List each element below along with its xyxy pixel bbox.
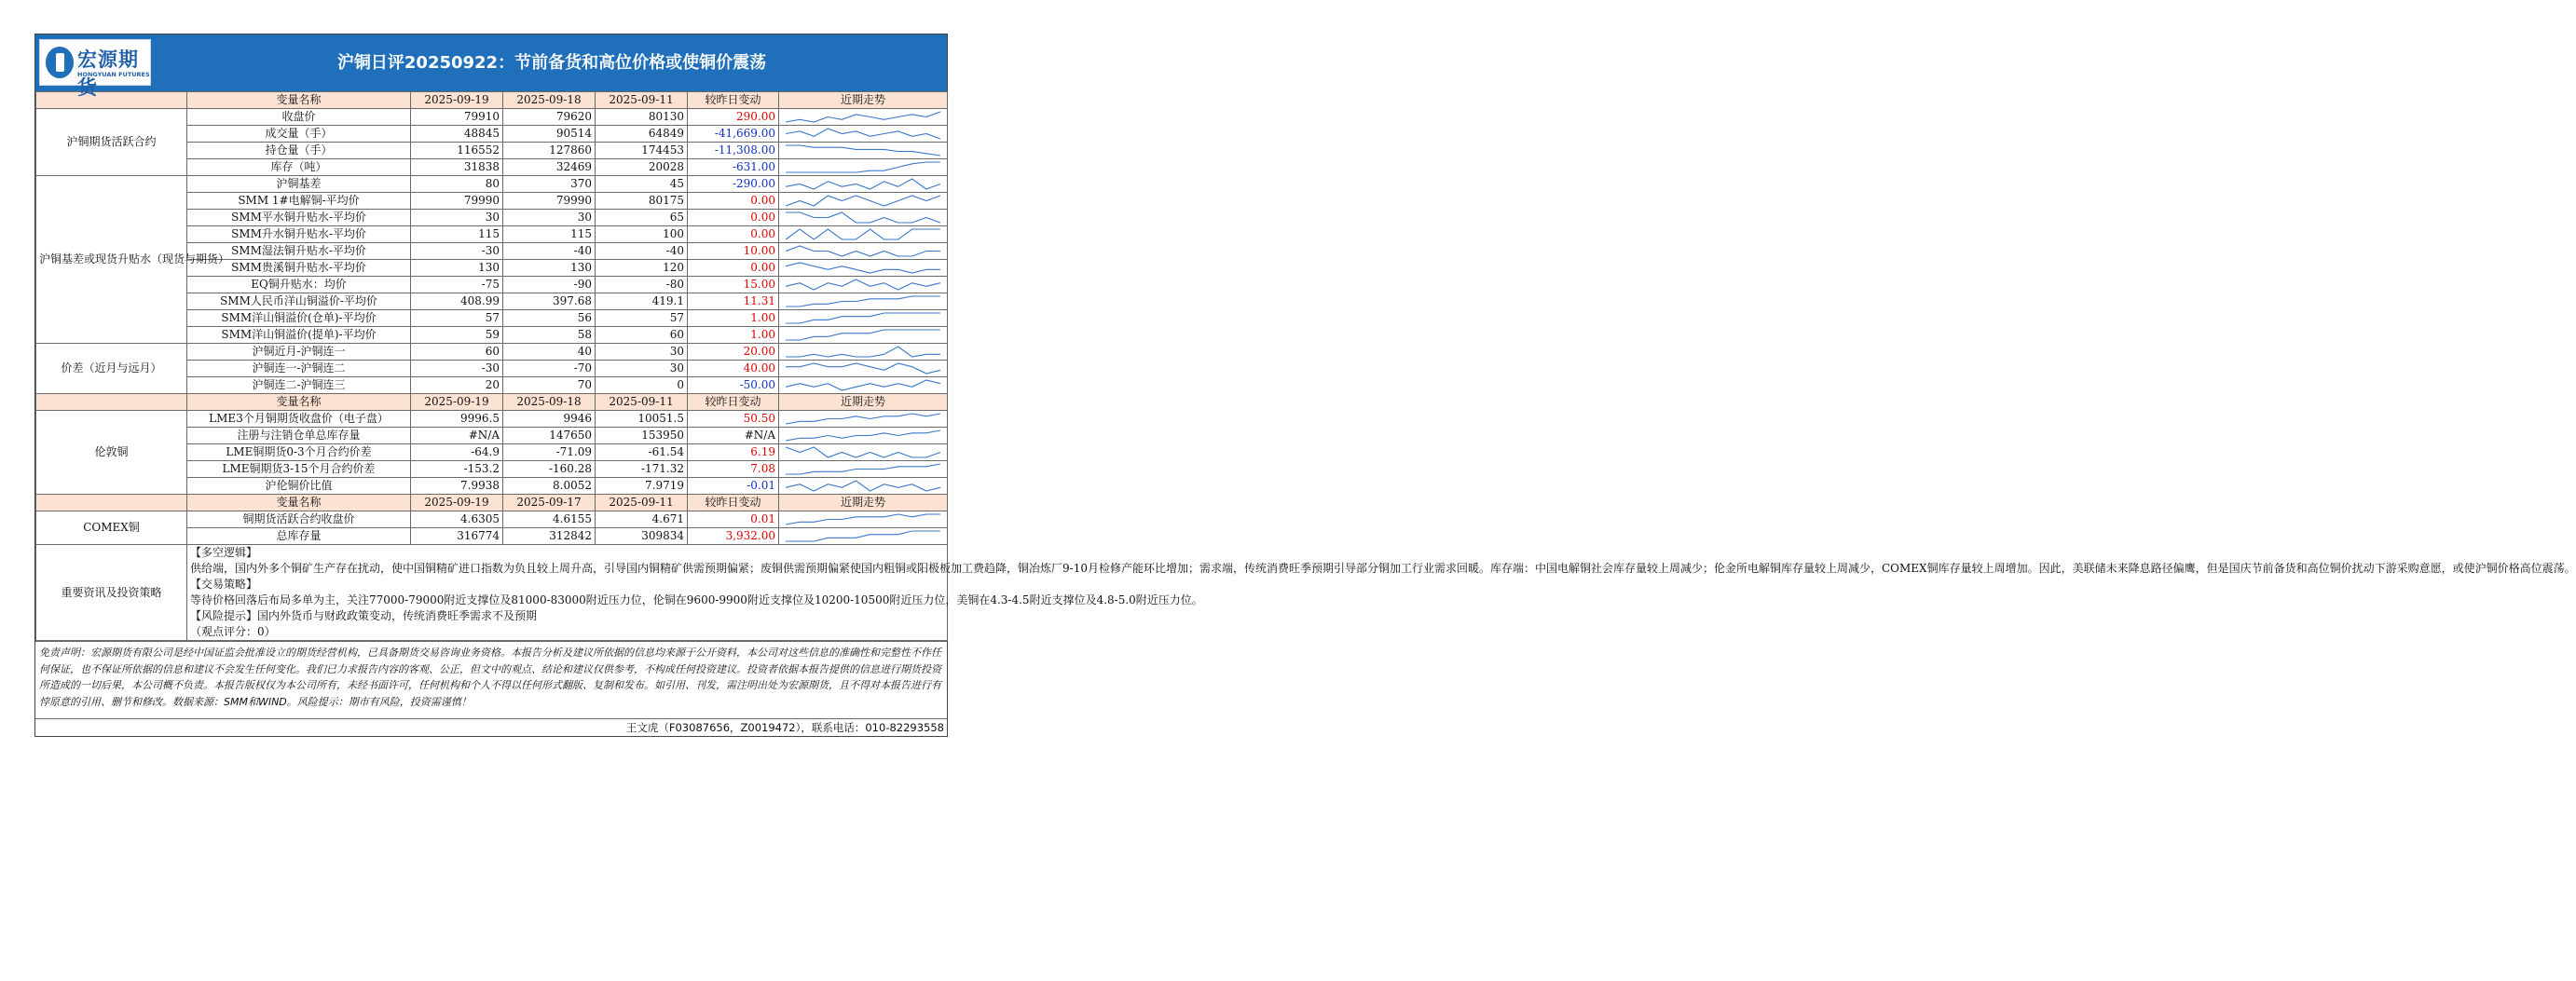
value-cell: -40 — [596, 243, 688, 260]
change-cell: 40.00 — [688, 361, 779, 377]
value-cell: -80 — [596, 277, 688, 293]
trend-cell — [779, 260, 948, 277]
column-header: 较昨日变动 — [688, 394, 779, 411]
value-cell: 45 — [596, 176, 688, 193]
sparkline — [782, 461, 944, 477]
trend-cell — [779, 243, 948, 260]
trend-cell — [779, 444, 948, 461]
company-logo — [39, 39, 151, 99]
sparkline — [782, 310, 944, 326]
header-blank — [36, 495, 187, 511]
value-cell: 397.68 — [503, 293, 596, 310]
sparkline — [782, 478, 944, 494]
value-cell: 4.6155 — [503, 511, 596, 528]
variable-name: 库存（吨） — [187, 159, 411, 176]
contact-info: 王文虎（F03087656，Z0019472），联系电话：010-82293558 — [35, 718, 947, 736]
value-cell: 79620 — [503, 109, 596, 126]
info-label: 重要资讯及投资策略 — [36, 545, 187, 641]
change-cell: 6.19 — [688, 444, 779, 461]
variable-name: SMM 1#电解铜-平均价 — [187, 193, 411, 210]
trend-cell — [779, 126, 948, 143]
value-cell: 30 — [411, 210, 503, 226]
change-cell: 0.00 — [688, 260, 779, 277]
trend-cell — [779, 411, 948, 428]
column-header: 变量名称 — [187, 92, 411, 109]
change-cell: 20.00 — [688, 344, 779, 361]
value-cell: 7.9719 — [596, 478, 688, 495]
change-cell: -290.00 — [688, 176, 779, 193]
logo-icon — [46, 47, 74, 78]
sparkline — [782, 511, 944, 527]
value-cell: 116552 — [411, 143, 503, 159]
change-cell: 10.00 — [688, 243, 779, 260]
variable-name: 铜期货活跃合约收盘价 — [187, 511, 411, 528]
value-cell: 153950 — [596, 428, 688, 444]
value-cell: -153.2 — [411, 461, 503, 478]
sparkline-path — [786, 481, 940, 491]
group-label: COMEX铜 — [36, 511, 187, 545]
value-cell: -30 — [411, 361, 503, 377]
change-cell: #N/A — [688, 428, 779, 444]
sparkline-path — [786, 229, 940, 239]
sparkline — [782, 243, 944, 259]
value-cell: 79990 — [411, 193, 503, 210]
value-cell: 4.671 — [596, 511, 688, 528]
column-header: 2025-09-18 — [503, 92, 596, 109]
group-label: 沪铜基差或现货升贴水（现货与期货） — [36, 176, 187, 344]
column-header: 2025-09-11 — [596, 495, 688, 511]
change-cell: 1.00 — [688, 327, 779, 344]
variable-name: 成交量（手） — [187, 126, 411, 143]
header-row — [36, 394, 948, 411]
sparkline — [782, 293, 944, 309]
sparkline — [782, 226, 944, 242]
sparkline-path — [786, 296, 940, 307]
sparkline — [782, 444, 944, 460]
variable-name: EQ铜升贴水：均价 — [187, 277, 411, 293]
sparkline-path — [786, 263, 940, 273]
variable-name: SMM湿法铜升贴水-平均价 — [187, 243, 411, 260]
sparkline-path — [786, 380, 940, 390]
variable-name: SMM升水铜升贴水-平均价 — [187, 226, 411, 243]
sparkline-path — [786, 347, 940, 357]
value-cell: -75 — [411, 277, 503, 293]
trend-cell — [779, 428, 948, 444]
trend-cell — [779, 193, 948, 210]
variable-name: SMM贵溪铜升贴水-平均价 — [187, 260, 411, 277]
sparkline-path — [786, 414, 940, 424]
table-row — [36, 176, 948, 193]
value-cell: -64.9 — [411, 444, 503, 461]
variable-name: 沪铜连二-沪铜连三 — [187, 377, 411, 394]
variable-name: LME3个月铜期货收盘价（电子盘） — [187, 411, 411, 428]
sparkline-path — [786, 129, 940, 139]
sparkline — [782, 109, 944, 125]
value-cell: 60 — [596, 327, 688, 344]
value-cell: 40 — [503, 344, 596, 361]
column-header: 2025-09-18 — [503, 394, 596, 411]
change-cell: 0.00 — [688, 210, 779, 226]
sparkline-path — [786, 447, 940, 457]
data-table — [35, 91, 2576, 641]
column-header: 变量名称 — [187, 394, 411, 411]
value-cell: 60 — [411, 344, 503, 361]
value-cell: 127860 — [503, 143, 596, 159]
trend-cell — [779, 109, 948, 126]
sparkline-path — [786, 112, 940, 122]
trend-cell — [779, 478, 948, 495]
change-cell: 0.00 — [688, 193, 779, 210]
value-cell: 174453 — [596, 143, 688, 159]
trend-cell — [779, 377, 948, 394]
variable-name: SMM人民币洋山铜溢价-平均价 — [187, 293, 411, 310]
sparkline-path — [786, 279, 940, 290]
value-cell: 4.6305 — [411, 511, 503, 528]
variable-name: 持仓量（手） — [187, 143, 411, 159]
variable-name: 沪伦铜价比值 — [187, 478, 411, 495]
strategy-text — [187, 545, 2576, 641]
value-cell: 65 — [596, 210, 688, 226]
value-cell: 80175 — [596, 193, 688, 210]
sparkline-path — [786, 313, 940, 323]
sparkline-path — [786, 464, 940, 474]
value-cell: -40 — [503, 243, 596, 260]
sparkline — [782, 159, 944, 175]
sparkline-path — [786, 246, 940, 256]
value-cell: 32469 — [503, 159, 596, 176]
group-label: 价差（近月与远月） — [36, 344, 187, 394]
table-row — [36, 411, 948, 428]
value-cell: 70 — [503, 377, 596, 394]
strategy-line: 供给端，国内外多个铜矿生产存在扰动，使中国铜精矿进口指数为负且较上周升高，引导国内铜精矿供需预期偏紧；废铜供需预期偏紧使国内粗铜或阳极板加工费趋降，铜冶炼厂9-10月检修产能环比增加；需求端，传统消费旺季预期引导部分铜加工行业需求回暖。库存端：中国电解铜社会库存量较上周减少；伦金所电解铜库存量较上周减少，COMEX铜库存量较上周增加。因此，美联储未来降息路径偏鹰，但是国庆节前备货和高位铜价扰动下游采购意愿，或使沪铜价格高位震荡。 — [190, 562, 2576, 575]
logo-text-en: HONGYUAN FUTURES — [77, 71, 150, 78]
sparkline-path — [786, 430, 940, 441]
change-cell: 290.00 — [688, 109, 779, 126]
change-cell: 3,932.00 — [688, 528, 779, 545]
column-header: 2025-09-11 — [596, 92, 688, 109]
value-cell: 0 — [596, 377, 688, 394]
table-row — [36, 344, 948, 361]
trend-cell — [779, 226, 948, 243]
column-header: 较昨日变动 — [688, 92, 779, 109]
variable-name: 沪铜连一-沪铜连二 — [187, 361, 411, 377]
column-header: 近期走势 — [779, 495, 948, 511]
change-cell: -631.00 — [688, 159, 779, 176]
sparkline — [782, 176, 944, 192]
variable-name: SMM洋山铜溢价(仓单)-平均价 — [187, 310, 411, 327]
value-cell: 80130 — [596, 109, 688, 126]
strategy-line: （观点评分：0） — [190, 625, 276, 638]
value-cell: 8.0052 — [503, 478, 596, 495]
change-cell: 15.00 — [688, 277, 779, 293]
trend-cell — [779, 210, 948, 226]
value-cell: -30 — [411, 243, 503, 260]
column-header: 近期走势 — [779, 92, 948, 109]
value-cell: #N/A — [411, 428, 503, 444]
variable-name: 沪铜基差 — [187, 176, 411, 193]
sparkline — [782, 528, 944, 544]
sparkline — [782, 327, 944, 343]
value-cell: 58 — [503, 327, 596, 344]
strategy-line: 【多空逻辑】 — [190, 546, 258, 559]
value-cell: 20 — [411, 377, 503, 394]
logo-text-cn: 宏源期货 — [77, 48, 139, 99]
sparkline-path — [786, 514, 940, 525]
sparkline — [782, 260, 944, 276]
value-cell: 312842 — [503, 528, 596, 545]
value-cell: -61.54 — [596, 444, 688, 461]
report-sheet — [34, 34, 2576, 737]
column-header: 2025-09-19 — [411, 394, 503, 411]
trend-cell — [779, 176, 948, 193]
value-cell: -160.28 — [503, 461, 596, 478]
change-cell: 7.08 — [688, 461, 779, 478]
sparkline — [782, 428, 944, 443]
sparkline — [782, 361, 944, 376]
sparkline-path — [786, 179, 940, 189]
value-cell: 370 — [503, 176, 596, 193]
sparkline — [782, 143, 944, 158]
value-cell: 90514 — [503, 126, 596, 143]
column-header: 2025-09-17 — [503, 495, 596, 511]
value-cell: 7.9938 — [411, 478, 503, 495]
change-cell: 0.00 — [688, 226, 779, 243]
value-cell: 316774 — [411, 528, 503, 545]
sparkline — [782, 411, 944, 427]
sparkline-path — [786, 531, 940, 541]
value-cell: 30 — [503, 210, 596, 226]
sparkline-path — [786, 162, 940, 172]
group-label: 伦敦铜 — [36, 411, 187, 495]
sparkline — [782, 210, 944, 225]
sparkline-path — [786, 212, 940, 223]
variable-name: 收盘价 — [187, 109, 411, 126]
value-cell: 57 — [411, 310, 503, 327]
trend-cell — [779, 528, 948, 545]
trend-cell — [779, 327, 948, 344]
variable-name: LME铜期货0-3个月合约价差 — [187, 444, 411, 461]
value-cell: 59 — [411, 327, 503, 344]
report-header — [35, 34, 947, 99]
change-cell: 50.50 — [688, 411, 779, 428]
change-cell: -50.00 — [688, 377, 779, 394]
variable-name: SMM平水铜升贴水-平均价 — [187, 210, 411, 226]
value-cell: 10051.5 — [596, 411, 688, 428]
variable-name: 注册与注销仓单总库存量 — [187, 428, 411, 444]
sparkline-path — [786, 363, 940, 374]
value-cell: 79910 — [411, 109, 503, 126]
sparkline-path — [786, 196, 940, 206]
column-header: 较昨日变动 — [688, 495, 779, 511]
column-header: 变量名称 — [187, 495, 411, 511]
trend-cell — [779, 344, 948, 361]
group-label: 沪铜期货活跃合约 — [36, 109, 187, 176]
column-header: 2025-09-11 — [596, 394, 688, 411]
column-header: 近期走势 — [779, 394, 948, 411]
value-cell: 30 — [596, 361, 688, 377]
report-title: 沪铜日评20250922：节前备货和高位价格或使铜价震荡 — [336, 53, 767, 73]
value-cell: -90 — [503, 277, 596, 293]
value-cell: 130 — [503, 260, 596, 277]
value-cell: 30 — [596, 344, 688, 361]
column-header: 2025-09-19 — [411, 92, 503, 109]
value-cell: 64849 — [596, 126, 688, 143]
trend-cell — [779, 461, 948, 478]
sparkline — [782, 344, 944, 360]
value-cell: 147650 — [503, 428, 596, 444]
value-cell: 56 — [503, 310, 596, 327]
variable-name: LME铜期货3-15个月合约价差 — [187, 461, 411, 478]
value-cell: 120 — [596, 260, 688, 277]
sparkline-path — [786, 145, 940, 156]
sparkline-path — [786, 330, 940, 340]
variable-name: 沪铜近月-沪铜连一 — [187, 344, 411, 361]
strategy-line: 【交易策略】 — [190, 578, 258, 591]
trend-cell — [779, 277, 948, 293]
strategy-line: 【风险提示】国内外货币与财政政策变动，传统消费旺季需求不及预期 — [190, 609, 538, 622]
header-row — [36, 495, 948, 511]
value-cell: 115 — [503, 226, 596, 243]
value-cell: 408.99 — [411, 293, 503, 310]
trend-cell — [779, 361, 948, 377]
value-cell: 57 — [596, 310, 688, 327]
change-cell: -11,308.00 — [688, 143, 779, 159]
value-cell: 115 — [411, 226, 503, 243]
value-cell: 9946 — [503, 411, 596, 428]
value-cell: 48845 — [411, 126, 503, 143]
table-row — [36, 511, 948, 528]
change-cell: -0.01 — [688, 478, 779, 495]
column-header: 2025-09-19 — [411, 495, 503, 511]
variable-name: SMM洋山铜溢价(提单)-平均价 — [187, 327, 411, 344]
value-cell: 31838 — [411, 159, 503, 176]
value-cell: 79990 — [503, 193, 596, 210]
change-cell: -41,669.00 — [688, 126, 779, 143]
change-cell: 0.01 — [688, 511, 779, 528]
value-cell: 20028 — [596, 159, 688, 176]
trend-cell — [779, 159, 948, 176]
trend-cell — [779, 293, 948, 310]
info-row — [36, 545, 948, 641]
sparkline — [782, 377, 944, 393]
disclaimer: 免责声明：宏源期货有限公司是经中国证监会批准设立的期货经营机构，已具备期货交易咨询业务资格。本报告分析及建议所依据的信息均来源于公开资料，本公司对这些信息的准确性和完整性不作任何保证，也不保证所依据的信息和建议不会发生任何变化。我们已力求报告内容的客观、公正，但文中的观点、结论和建议仅供参考，不构成任何投资建议。投资者依据本报告提供的信息进行期货投资所造成的一切后果，本公司概不负责。本报告版权仅为本公司所有，未经书面许可，任何机构和个人不得以任何形式翻版、复制和发布。如引用、刊发，需注明出处为宏源期货，且不得对本报告进行有悖原意的引用、删节和修改。数据来源：SMM和WIND。风险提示：期市有风险，投资需谨慎！ — [35, 641, 947, 718]
trend-cell — [779, 511, 948, 528]
sparkline — [782, 193, 944, 209]
value-cell: 309834 — [596, 528, 688, 545]
strategy-line: 等待价格回落后布局多单为主，关注77000-79000附近支撑位及81000-83000附近压力位，伦铜在9600-9900附近支撑位及10200-10500附近压力位，美铜在4.3-4.5附近支撑位及4.8-5.0附近压力位。 — [190, 593, 1203, 606]
value-cell: 130 — [411, 260, 503, 277]
value-cell: -71.09 — [503, 444, 596, 461]
value-cell: 80 — [411, 176, 503, 193]
change-cell: 11.31 — [688, 293, 779, 310]
header-row — [36, 92, 948, 109]
sparkline — [782, 126, 944, 142]
trend-cell — [779, 310, 948, 327]
change-cell: 1.00 — [688, 310, 779, 327]
value-cell: -171.32 — [596, 461, 688, 478]
variable-name: 总库存量 — [187, 528, 411, 545]
value-cell: 100 — [596, 226, 688, 243]
value-cell: 419.1 — [596, 293, 688, 310]
sparkline — [782, 277, 944, 293]
table-row — [36, 109, 948, 126]
value-cell: -70 — [503, 361, 596, 377]
value-cell: 9996.5 — [411, 411, 503, 428]
header-blank — [36, 394, 187, 411]
trend-cell — [779, 143, 948, 159]
